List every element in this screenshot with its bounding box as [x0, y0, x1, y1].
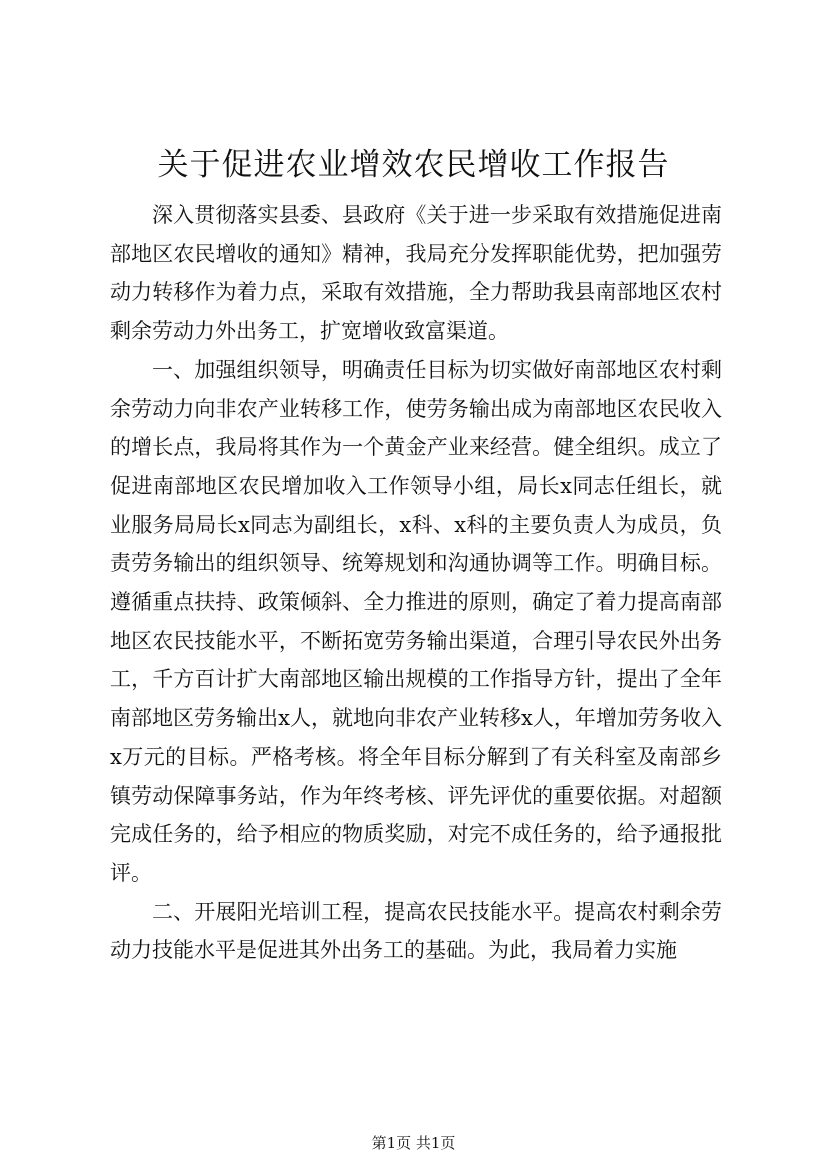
paragraph: 深入贯彻落实县委、县政府《关于进一步采取有效措施促进南部地区农民增收的通知》精神，我局充分发挥职能优势，把加强劳动力转移作为着力点，采取有效措施，全力帮助我县南部地区农村剩余劳动力外出务工，扩宽增收致富渠道。: [110, 203, 722, 344]
paragraph: 一、加强组织领导，明确责任目标为切实做好南部地区农村剩余劳动力向非农产业转移工作，使劳务输出成为南部地区农民收入的增长点，我局将其作为一个黄金产业来经营。健全组织。成立了促进南部地区农民增加收入工作领导小组，局长x同志任组长，就业服务局局长x同志为副组长，x科、x科的主要负责人为成员，负责劳务输出的组织领导、统筹规划和沟通协调等工作。明确目标。遵循重点扶持、政策倾斜、全力推进的原则，确定了着力提高南部地区农民技能水平，不断拓宽劳务输出渠道，合理引导农民外出务工，千方百计扩大南部地区输出规模的工作指导方针，提出了全年南部地区劳务输出x人，就地向非农产业转移x人，年增加劳务收入x万元的目标。严格考核。将全年目标分解到了有关科室及南部乡镇劳动保障事务站，作为年终考核、评先评优的重要依据。对超额完成任务的，给予相应的物质奖励，对完不成任务的，给予通报批评。: [110, 357, 722, 885]
paragraph: 二、开展阳光培训工程，提高农民技能水平。提高农村剩余劳动力技能水平是促进其外出务工的基础。为此，我局着力实施: [110, 899, 722, 963]
document-body: [110, 196, 722, 970]
page-number-footer: 第1页 共1页: [371, 1134, 456, 1152]
document-title: 关于促进农业增效农民增收工作报告: [157, 147, 670, 183]
